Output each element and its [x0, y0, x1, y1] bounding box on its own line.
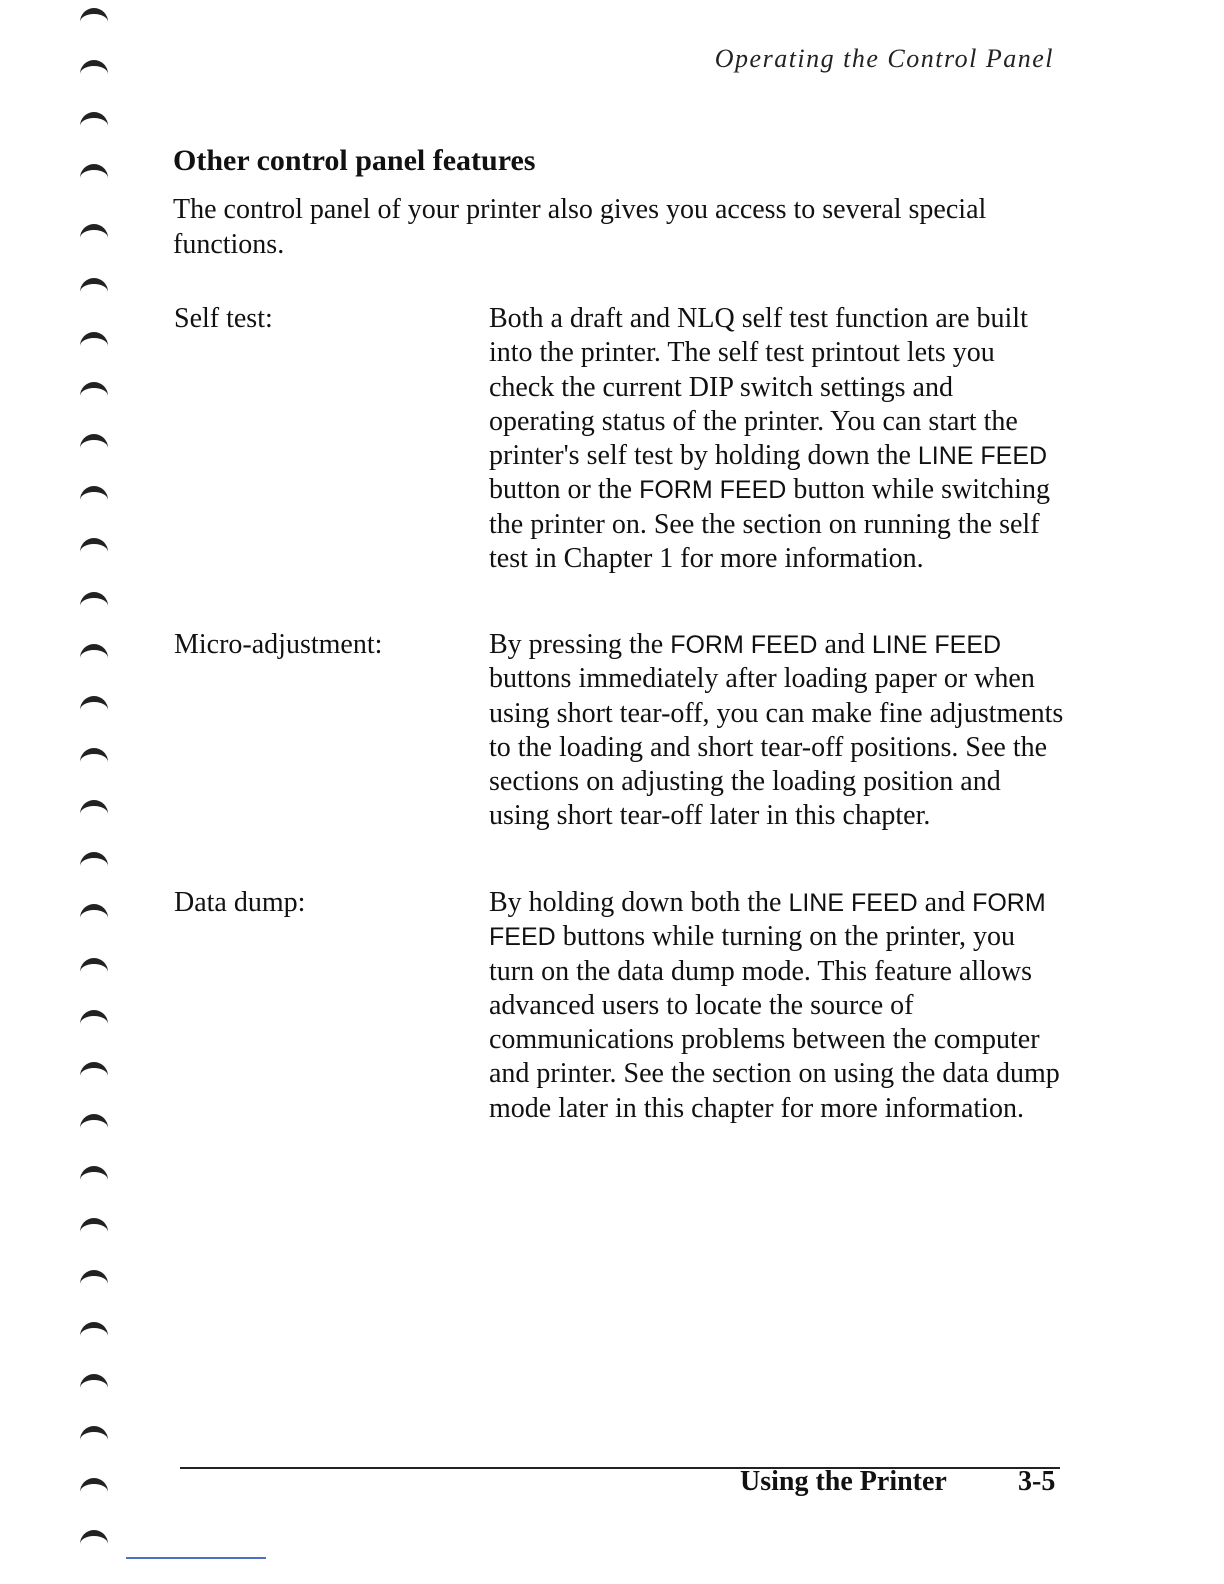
key-name: LINE FEED [871, 631, 1002, 659]
binding-hole-icon [80, 8, 108, 22]
section-title: Other control panel features [173, 144, 536, 177]
footer-chapter-title: Using the Printer [740, 1466, 947, 1497]
section-intro: The control panel of your printer also gives you access to several special functions. [173, 194, 987, 260]
binding-hole-icon [80, 332, 108, 346]
binding-hole-icon [80, 112, 108, 126]
running-head: Operating the Control Panel [714, 44, 1054, 73]
key-name: FORM FEED [670, 631, 818, 659]
binding-hole-icon [80, 644, 108, 658]
entry-description: By pressing the FORM FEED and LINE FEED buttons immediately after loading paper or when using short tear-off, you can make fine adjustments to the loading and short tear-off positions. See the sections on adjusting the loading position and using short tear-off later in this chapter. [489, 629, 1064, 832]
binding-hole-icon [80, 1062, 108, 1076]
binding-hole-icon [80, 434, 108, 448]
binding-hole-icon [80, 904, 108, 918]
binding-hole-icon [80, 1322, 108, 1336]
binding-holes [64, 0, 120, 1584]
key-name: FORM FEED [639, 476, 787, 505]
binding-hole-icon [80, 696, 108, 710]
binding-hole-icon [80, 748, 108, 762]
binding-hole-icon [80, 1426, 108, 1440]
key-name: LINE FEED [788, 889, 918, 917]
binding-hole-icon [80, 800, 108, 814]
entry-term: Data dump: [174, 887, 306, 918]
binding-hole-icon [80, 1166, 108, 1180]
binding-hole-icon [80, 224, 108, 238]
binding-hole-icon [80, 852, 108, 866]
key-name: FORM FEED [489, 889, 1046, 952]
binding-hole-icon [80, 1218, 108, 1232]
binding-hole-icon [80, 486, 108, 500]
binding-hole-icon [80, 382, 108, 396]
binding-hole-icon [80, 164, 108, 178]
entry-description: By holding down both the LINE FEED and FORM FEED buttons while turning on the printer, you turn on the data dump mode. This feature allows advanced users to locate the source of communications problems between the computer and printer. See the section on using the data dump mode later in this chapter for more information. [489, 887, 1060, 1124]
footer-page-number: 3-5 [1018, 1466, 1056, 1497]
entry-description: Both a draft and NLQ self test function are built into the printer. The self test printout lets you check the current DIP switch settings and operating status of the printer. You can start the printer's self test by holding down the LINE FEED button or the FORM FEED button while switching the printer on. See the section on running the self test in Chapter 1 for more information. [489, 303, 1050, 575]
binding-hole-icon [80, 60, 108, 74]
binding-hole-icon [80, 1270, 108, 1284]
key-name: LINE FEED [917, 442, 1048, 471]
binding-hole-icon [80, 1010, 108, 1024]
binding-hole-icon [80, 958, 108, 972]
binding-hole-icon [80, 1374, 108, 1388]
binding-hole-icon [80, 538, 108, 552]
entry-term: Self test: [174, 303, 273, 334]
bottom-divider [126, 1557, 266, 1559]
binding-hole-icon [80, 1114, 108, 1128]
binding-hole-icon [80, 1478, 108, 1492]
entry-term: Micro-adjustment: [174, 629, 383, 660]
binding-hole-icon [80, 1530, 108, 1544]
binding-hole-icon [80, 592, 108, 606]
binding-hole-icon [80, 278, 108, 292]
